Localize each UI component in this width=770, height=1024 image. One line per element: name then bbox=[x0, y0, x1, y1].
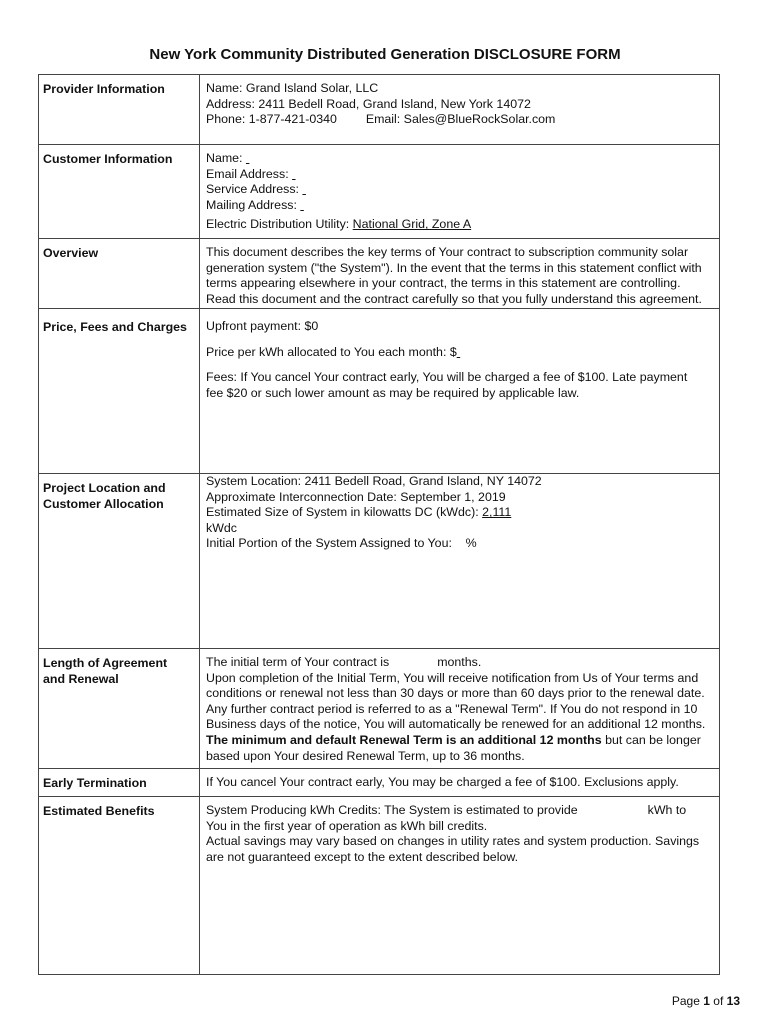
agreement-label-line: Length of Agreement bbox=[43, 656, 168, 670]
provider-details bbox=[200, 75, 720, 145]
early-termination-text: If You cancel Your contract early, You may be charged a fee of $100. Exclusions apply. bbox=[200, 769, 720, 797]
overview-line: Read this document and the contract carefully so that you fully understand this agreement. bbox=[206, 291, 702, 306]
system-size-value: 2,111 bbox=[482, 505, 512, 520]
agreement-label-line: and Renewal bbox=[43, 672, 119, 686]
provider-address: Address: 2411 Bedell Road, Grand Island, New York 14072 bbox=[206, 96, 531, 111]
form-title: New York Community Distributed Generation DISCLOSURE FORM bbox=[149, 46, 621, 63]
benefits-line: You in the first year of operation as kWh bill credits. bbox=[206, 818, 488, 833]
page-number bbox=[672, 994, 740, 1008]
customer-service-label: Service Address: bbox=[206, 182, 299, 197]
page-total: 13 bbox=[726, 994, 740, 1008]
interconnection-date: Approximate Interconnection Date: September 1, 2019 bbox=[206, 489, 506, 504]
fees-line: fee $20 or such lower amount as may be required by applicable law. bbox=[206, 385, 580, 400]
provider-phone: Phone: 1-877-421-0340 bbox=[206, 112, 337, 127]
provider-row bbox=[39, 75, 720, 145]
project-label-line: Project Location and bbox=[43, 481, 166, 495]
agreement-line: Business days of the notice, You will automatically be renewed for an additional 12 months. bbox=[206, 717, 706, 732]
utility-label: Electric Distribution Utility: bbox=[206, 217, 350, 232]
upfront-payment: Upfront payment: $0 bbox=[206, 319, 319, 333]
system-size-unit: kWdc bbox=[206, 520, 237, 535]
overview-label: Overview bbox=[39, 239, 200, 309]
price-per-kwh-field[interactable] bbox=[457, 345, 460, 359]
agreement-line: conditions or renewal not less than 30 days or more than 60 days prior to the renewal date. bbox=[206, 686, 705, 701]
provider-label: Provider Information bbox=[39, 75, 200, 145]
benefits-line: Actual savings may vary based on changes in utility rates and system production. Savings bbox=[206, 834, 700, 849]
overview-row bbox=[39, 239, 720, 309]
customer-name-field[interactable] bbox=[246, 151, 249, 165]
initial-term-months: months. bbox=[437, 655, 482, 669]
project-label bbox=[39, 474, 200, 649]
project-label-line: Customer Allocation bbox=[43, 497, 164, 511]
benefits-details bbox=[200, 797, 720, 975]
customer-name-label: Name: bbox=[206, 151, 243, 165]
customer-email-field[interactable] bbox=[292, 167, 295, 181]
customer-row bbox=[39, 145, 720, 239]
benefits-line: kWh to bbox=[647, 803, 687, 817]
customer-mailing-label: Mailing Address: bbox=[206, 197, 297, 212]
overview-line: generation system ("the System"). In the event that the terms in this statement conflict with bbox=[206, 260, 702, 275]
customer-service-field[interactable] bbox=[302, 182, 305, 196]
customer-email-label: Email Address: bbox=[206, 166, 289, 181]
page-of-word: of bbox=[713, 994, 724, 1008]
overview-line: This document describes the key terms of Your contract to subscription community solar bbox=[206, 245, 689, 259]
project-details bbox=[200, 474, 720, 649]
agreement-line: based upon Your desired Renewal Term, up to 36 months. bbox=[206, 748, 525, 763]
initial-term-text: The initial term of Your contract is bbox=[206, 655, 390, 669]
agreement-line: Any further contract period is referred to as a "Renewal Term". If You do not respond in 10 bbox=[206, 701, 698, 716]
page-word: Page bbox=[671, 994, 700, 1008]
agreement-label bbox=[39, 649, 200, 769]
price-label: Price, Fees and Charges bbox=[39, 309, 200, 474]
provider-email: Email: Sales@BlueRockSolar.com bbox=[365, 112, 556, 127]
agreement-row bbox=[39, 649, 720, 769]
fees-line: Fees: If You cancel Your contract early, You will be charged a fee of $100. Late payment bbox=[206, 370, 688, 385]
default-renewal-term: The minimum and default Renewal Term is an additional 12 months bbox=[206, 732, 602, 747]
overview-text bbox=[200, 239, 720, 309]
utility-value: National Grid, Zone A bbox=[352, 217, 472, 232]
benefits-line: are not guaranteed except to the extent described below. bbox=[206, 849, 519, 864]
price-per-kwh-label: Price per kWh allocated to You each month: $ bbox=[206, 344, 457, 359]
agreement-line: Upon completion of the Initial Term, You will receive notification from Us of Your terms and bbox=[206, 670, 699, 685]
customer-label: Customer Information bbox=[39, 145, 200, 239]
benefits-label: Estimated Benefits bbox=[39, 797, 200, 975]
customer-mailing-field[interactable] bbox=[300, 198, 303, 212]
provider-name: Name: Grand Island Solar, LLC bbox=[206, 81, 379, 95]
disclosure-table bbox=[38, 74, 720, 975]
system-size-label: Estimated Size of System in kilowatts DC (kWdc): bbox=[206, 505, 479, 520]
project-row bbox=[39, 474, 720, 649]
system-location: System Location: 2411 Bedell Road, Grand Island, NY 14072 bbox=[206, 474, 542, 488]
overview-line: terms appearing elsewhere in your contract, the terms in this statement are controlling. bbox=[206, 276, 681, 291]
agreement-details bbox=[200, 649, 720, 769]
customer-details bbox=[200, 145, 720, 239]
benefits-row bbox=[39, 797, 720, 975]
early-termination-label: Early Termination bbox=[39, 769, 200, 797]
early-termination-row bbox=[39, 769, 720, 797]
benefits-line: System Producing kWh Credits: The System is estimated to provide bbox=[206, 803, 578, 817]
page-current: 1 bbox=[703, 994, 710, 1008]
renewal-tail: but can be longer bbox=[601, 732, 701, 747]
price-row bbox=[39, 309, 720, 474]
price-details bbox=[200, 309, 720, 474]
portion-assigned: Initial Portion of the System Assigned to You: % bbox=[206, 536, 477, 551]
